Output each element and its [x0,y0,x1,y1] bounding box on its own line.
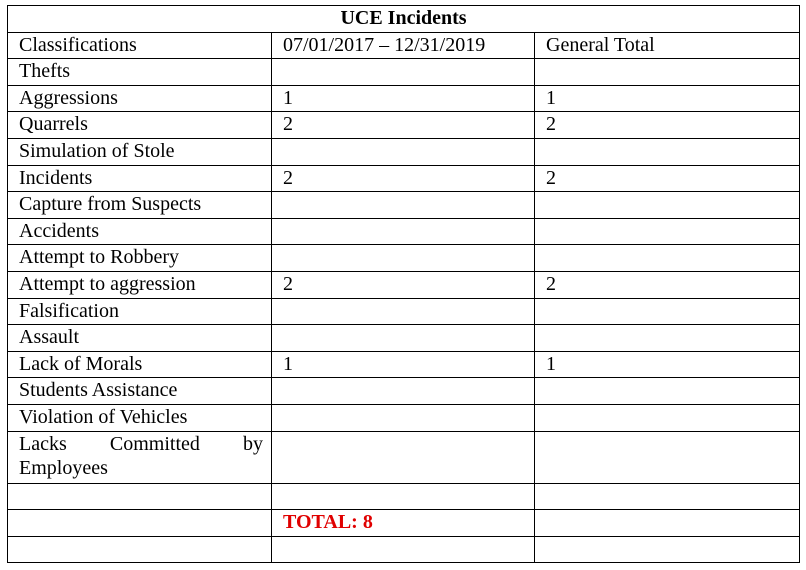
row-period-value [272,325,535,352]
row-label: Falsification [8,298,272,325]
header-period: 07/01/2017 – 12/31/2019 [272,32,535,59]
row-label: Simulation of Stole [8,138,272,165]
row-period-value [272,378,535,405]
table-row [8,245,800,272]
title-row [8,6,800,33]
row-total-value [535,218,800,245]
row-label: Assault [8,325,272,352]
empty-cell [8,510,272,537]
row-period-value: 1 [272,85,535,112]
row-period-value: 2 [272,112,535,139]
table-title: UCE Incidents [8,6,800,33]
row-label: Capture from Suspects [8,192,272,219]
grand-total: TOTAL: 8 [272,510,535,537]
row-period-value: 2 [272,271,535,298]
row-period-value [272,218,535,245]
row-period-value [272,431,535,483]
table-row [8,431,800,483]
header-classifications: Classifications [8,32,272,59]
row-label: Attempt to Robbery [8,245,272,272]
table-row [8,192,800,219]
row-label: Lacks Committed by Employees [8,431,272,483]
table-row [8,271,800,298]
row-total-value [535,404,800,431]
table-row [8,85,800,112]
row-period-value [272,404,535,431]
table-row [8,351,800,378]
row-label: Students Assistance [8,378,272,405]
table-row [8,298,800,325]
row-label: Quarrels [8,112,272,139]
incidents-table [7,5,800,563]
row-label: Violation of Vehicles [8,404,272,431]
row-total-value [535,298,800,325]
row-total-value [535,378,800,405]
empty-cell [272,536,535,563]
table-row [8,59,800,86]
row-total-value [535,59,800,86]
row-period-value: 1 [272,351,535,378]
row-label: Accidents [8,218,272,245]
table-row [8,378,800,405]
header-general-total: General Total [535,32,800,59]
row-period-value [272,59,535,86]
row-period-value [272,298,535,325]
incidents-document [7,5,800,563]
row-label: Lack of Morals [8,351,272,378]
header-row [8,32,800,59]
table-row [8,112,800,139]
row-total-value: 2 [535,271,800,298]
empty-cell [8,536,272,563]
row-total-value [535,192,800,219]
row-label: Incidents [8,165,272,192]
row-period-value: 2 [272,165,535,192]
table-row [8,138,800,165]
row-total-value [535,245,800,272]
empty-cell [535,483,800,510]
table-row [8,325,800,352]
row-total-value: 2 [535,112,800,139]
row-period-value [272,192,535,219]
empty-cell [272,483,535,510]
empty-cell [8,483,272,510]
row-total-value: 1 [535,351,800,378]
table-row [8,218,800,245]
row-total-value: 2 [535,165,800,192]
row-total-value [535,431,800,483]
row-label: Thefts [8,59,272,86]
row-label: Attempt to aggression [8,271,272,298]
empty-row [8,536,800,563]
empty-cell [535,510,800,537]
row-period-value [272,138,535,165]
empty-row [8,483,800,510]
total-row [8,510,800,537]
row-label: Aggressions [8,85,272,112]
row-total-value [535,325,800,352]
row-period-value [272,245,535,272]
table-row [8,404,800,431]
row-total-value: 1 [535,85,800,112]
table-row [8,165,800,192]
empty-cell [535,536,800,563]
row-total-value [535,138,800,165]
